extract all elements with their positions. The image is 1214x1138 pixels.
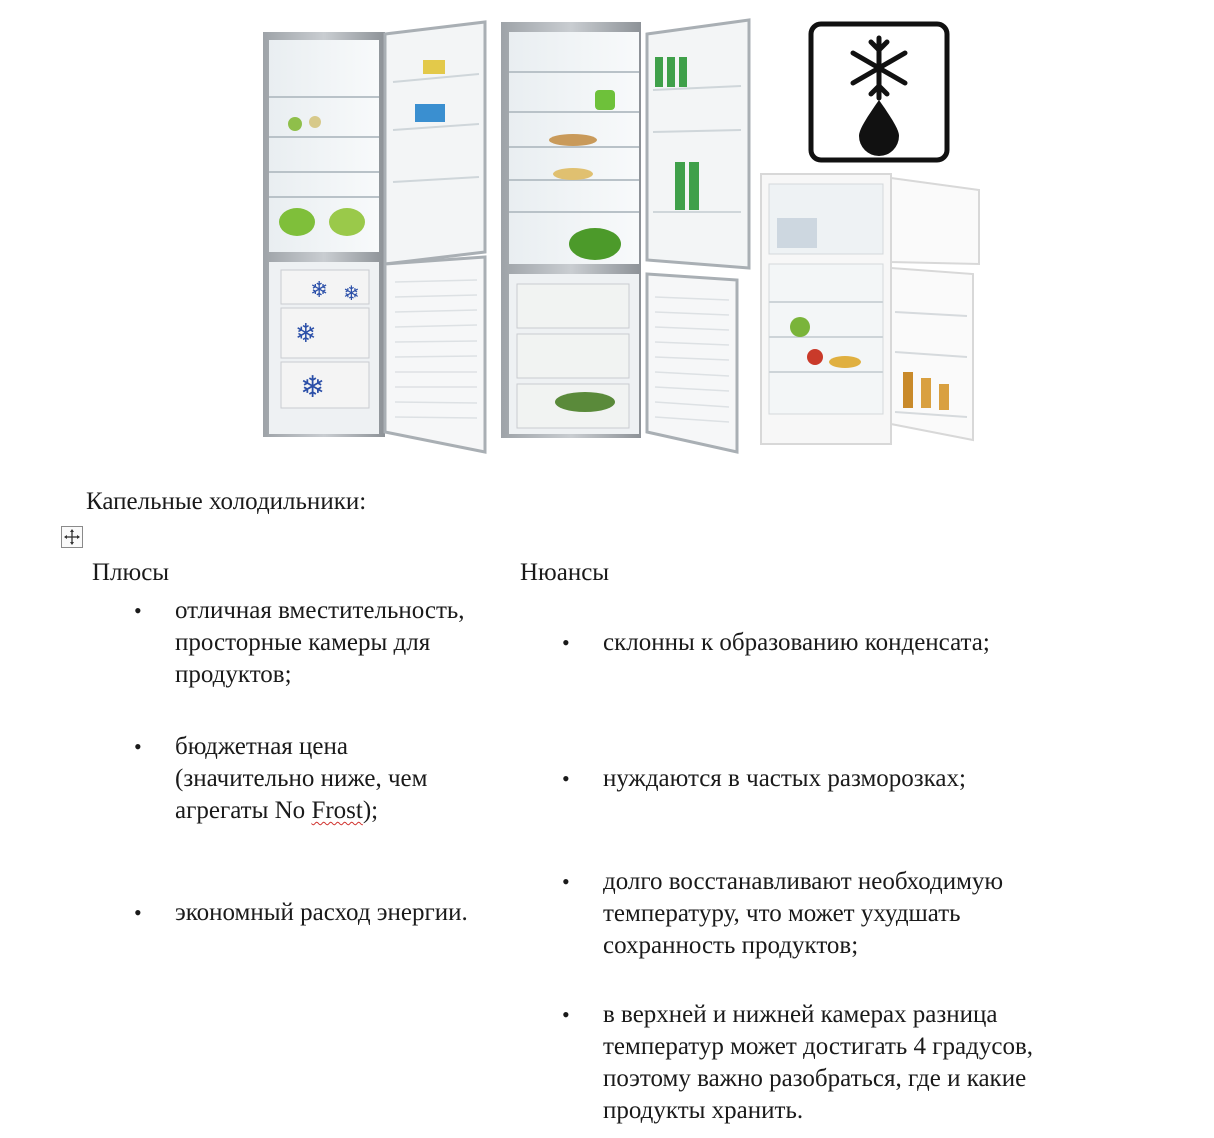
fridge-3 bbox=[761, 174, 979, 444]
line-text: ); bbox=[362, 797, 379, 824]
pros-item-line: бюджетная цена bbox=[175, 733, 348, 760]
cons-item-line: температуру, что может ухудшать bbox=[603, 900, 961, 927]
bullet-icon: • bbox=[134, 900, 142, 925]
cons-item-line: продукты хранить. bbox=[603, 1097, 804, 1124]
pros-item-line bbox=[175, 795, 427, 827]
bullet-icon: • bbox=[134, 734, 142, 759]
bullet-icon: • bbox=[134, 598, 142, 623]
cons-item-line: нуждаются в частых разморозках; bbox=[603, 765, 966, 792]
bullet-icon: • bbox=[562, 869, 570, 894]
bullet-icon: • bbox=[562, 630, 570, 655]
cons-item-line: склонны к образованию конденсата; bbox=[603, 629, 990, 656]
cons-item-line: в верхней и нижней камерах разница bbox=[603, 1001, 998, 1028]
pros-item-line: (значительно ниже, чем bbox=[175, 765, 428, 792]
cons-item-line: поэтому важно разобраться, где и какие bbox=[603, 1065, 1027, 1092]
cons-item-line: долго восстанавливают необходимую bbox=[603, 868, 1004, 895]
section-heading: Капельные холодильники: bbox=[86, 488, 367, 515]
svg-text:❄: ❄ bbox=[310, 278, 329, 303]
bullet-icon: • bbox=[562, 766, 570, 791]
cons-item-line: сохранность продуктов; bbox=[603, 932, 859, 959]
svg-text:❄: ❄ bbox=[295, 319, 317, 349]
svg-text:❄: ❄ bbox=[343, 281, 360, 305]
fridge-1 bbox=[263, 22, 485, 452]
cons-item-line: температур может достигать 4 градусов, bbox=[603, 1033, 1034, 1060]
table-move-handle-icon[interactable] bbox=[61, 526, 83, 548]
pros-item-line: продуктов; bbox=[175, 661, 292, 688]
pros-column-title: Плюсы bbox=[92, 559, 170, 586]
fridge-2 bbox=[501, 20, 749, 452]
pros-item-line: просторные камеры для bbox=[175, 629, 431, 656]
line-text: агрегаты No bbox=[175, 797, 312, 824]
cons-column-title: Нюансы bbox=[520, 559, 610, 586]
refrigerators-illustration bbox=[255, 12, 985, 457]
spellcheck-flagged-word[interactable]: Frost bbox=[311, 797, 363, 824]
pros-item-line: отличная вместительность, bbox=[175, 597, 465, 624]
pros-item-line: экономный расход энергии. bbox=[175, 899, 468, 926]
bullet-icon: • bbox=[562, 1002, 570, 1027]
svg-text:❄: ❄ bbox=[300, 370, 326, 405]
snowflake-drop-icon bbox=[811, 24, 947, 160]
